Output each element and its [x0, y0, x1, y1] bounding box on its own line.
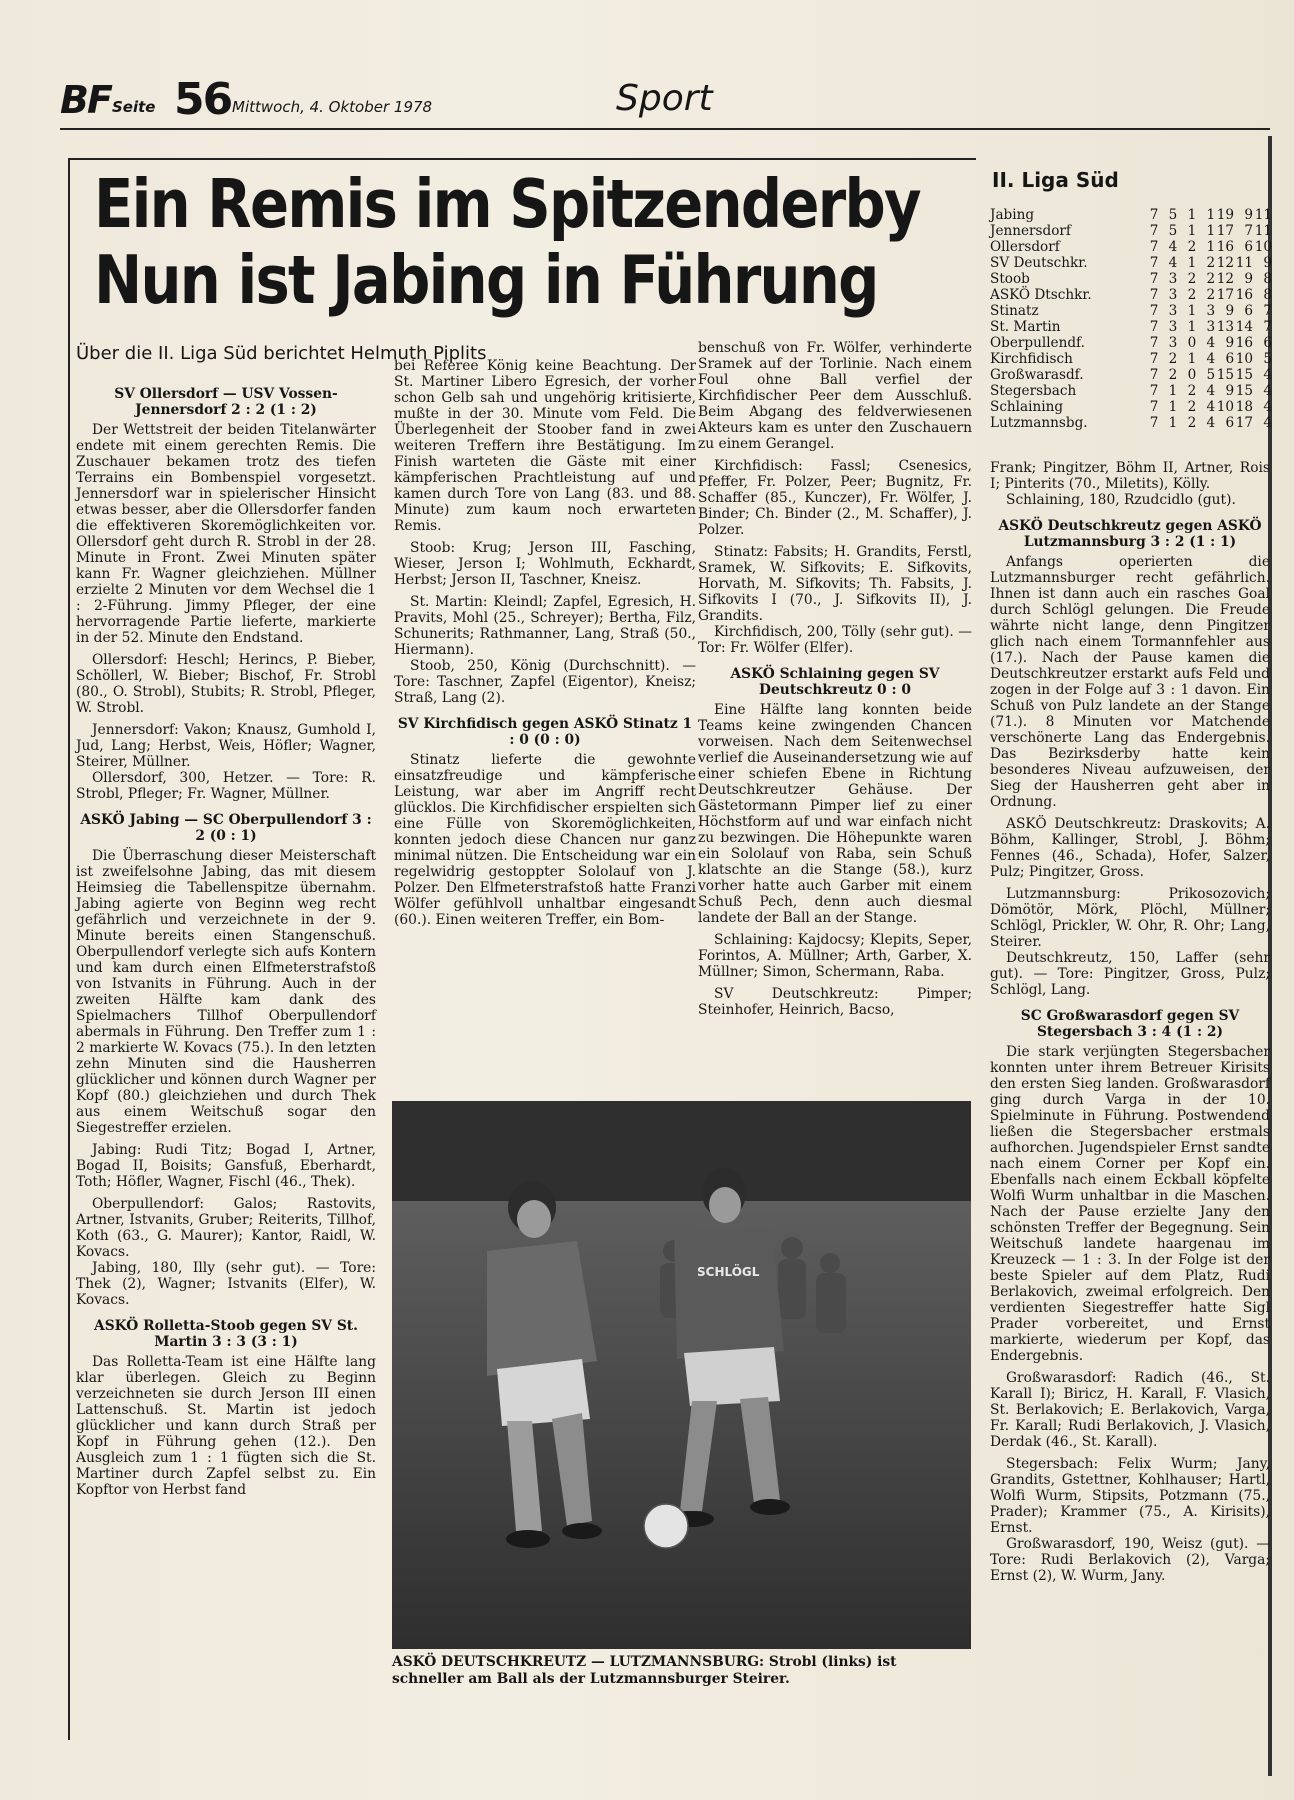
- standings-cell-w: 2: [1168, 351, 1178, 367]
- standings-cell-team: Jennersdorf: [990, 223, 1071, 239]
- standings-row: [990, 383, 1272, 399]
- standings-cell-team: Jabing: [990, 207, 1035, 223]
- standings-cell-d: 1: [1187, 255, 1197, 271]
- standings-cell-w: 1: [1168, 415, 1178, 431]
- standings-cell-l: 4: [1206, 351, 1216, 367]
- standings-cell-ga: 16: [1235, 287, 1254, 303]
- standings-cell-p: 7: [1149, 351, 1159, 367]
- standings-cell-w: 2: [1168, 367, 1178, 383]
- lineup: Frank; Pingitzer, Böhm II, Artner, Rois I; Pinterits (70., Miletits), Kölly.: [990, 460, 1270, 492]
- standings-cell-gf: 12: [1216, 255, 1235, 271]
- standings-cell-gf: 16: [1216, 239, 1235, 255]
- match-report: bei Referee König keine Beachtung. Der St. Martiner Libero Egresich, der vorher schon Gelb sah und ungehörig kritisierte, mußte in der 30. Minute vom Feld. Die Überlegenheit der Stoober fand in zwei weiteren Treffern ihre Bestätigung. Im Finish warteten die Gäste mit einer kämpferischen Prachtleistung auf und kamen durch Tore von Lang (83. und 88. Minute) zum kaum noch erwarteten Remis.: [394, 358, 696, 534]
- lineup: Kirchfidisch: Fassl; Csenesics, Pfeffer, Fr. Polzer, Peer; Bugnitz, Fr. Schaffer (85., Kunczer), Fr. Wölfer, J. Binder; Ch. Binder (2., M. Schaffer), J. Polzer.: [698, 458, 972, 538]
- byline: Über die II. Liga Süd berichtet Helmuth Piplits: [76, 343, 487, 364]
- standings-cell-p: 7: [1149, 415, 1159, 431]
- standings-cell-team: Lutzmannsbg.: [990, 415, 1088, 431]
- standings-cell-ga: 6: [1244, 303, 1254, 319]
- lineup: Großwarasdorf: Radich (46., St. Karall I); Biricz, H. Karall, F. Vlasich, St. Berlakovich; E. Berlakovich, Varga, Fr. Karall; Rudi Berlakovich, J. Vlasich, Derdak (46., St. Karall).: [990, 1370, 1270, 1450]
- page-number: 56: [174, 74, 232, 125]
- standings-cell-l: 4: [1206, 399, 1216, 415]
- standings-cell-p: 7: [1149, 223, 1159, 239]
- article-column-1: [76, 376, 376, 1498]
- standings-cell-l: 4: [1206, 335, 1216, 351]
- standings-cell-p: 7: [1149, 255, 1159, 271]
- standings-row: [990, 271, 1272, 287]
- standings-cell-gf: 15: [1216, 367, 1235, 383]
- standings-cell-d: 2: [1187, 239, 1197, 255]
- standings-cell-ga: 11: [1235, 255, 1254, 271]
- standings-cell-pts: 7: [1263, 319, 1272, 335]
- standings-cell-l: 2: [1206, 255, 1216, 271]
- standings-cell-gf: 17: [1216, 287, 1235, 303]
- standings-cell-ga: 16: [1235, 335, 1254, 351]
- standings-cell-ga: 17: [1235, 415, 1254, 431]
- match-heading: SV Kirchfidisch gegen ASKÖ Stinatz 1 : 0 (0 : 0): [397, 716, 693, 748]
- standings-cell-team: Stoob: [990, 271, 1030, 287]
- shirt-sponsor-text: SCHLÖGL: [697, 1265, 760, 1279]
- standings-cell-d: 1: [1187, 223, 1197, 239]
- standings-cell-ga: 15: [1235, 383, 1254, 399]
- standings-cell-gf: 19: [1216, 207, 1235, 223]
- lineup: Oberpullendorf: Galos; Rastovits, Artner, Istvanits, Gruber; Reiterits, Tillhof, Koth (63., G. Maurer); Kantor, Raidl, W. Kovacs.: [76, 1196, 376, 1260]
- league-table-title: II. Liga Süd: [992, 168, 1119, 192]
- standings-cell-p: 7: [1149, 287, 1159, 303]
- standings-cell-pts: 10: [1254, 239, 1272, 255]
- lineup: St. Martin: Kleindl; Zapfel, Egresich, H. Pravits, Mohl (25., Schreyer); Bertha, Filz, Schunerits; Rathmanner, Lang, Straß (50., Hiermann).: [394, 594, 696, 658]
- match-result-line: Jabing, 180, Illy (sehr gut). — Tore: Thek (2), Wagner; Istvanits (Elfer), W. Kovacs.: [76, 1260, 376, 1308]
- standings-cell-w: 4: [1168, 255, 1178, 271]
- standings-cell-d: 0: [1187, 367, 1197, 383]
- standings-cell-d: 0: [1187, 335, 1197, 351]
- standings-cell-ga: 7: [1244, 223, 1254, 239]
- standings-row: [990, 351, 1272, 367]
- standings-cell-p: 7: [1149, 303, 1159, 319]
- match-report: benschuß von Fr. Wölfer, verhinderte Sramek auf der Torlinie. Nach einem Foul ohne Ball verfiel der Kirchfidischer Peer dem Ausschluß. Beim Abgang des feldverwiesenen Akteurs kam es unter den Zuschauern zu einem Gerangel.: [698, 340, 972, 452]
- standings-cell-gf: 13: [1216, 319, 1235, 335]
- standings-cell-w: 3: [1168, 287, 1178, 303]
- standings-row: [990, 223, 1272, 239]
- standings-cell-w: 1: [1168, 383, 1178, 399]
- standings-cell-team: Stinatz: [990, 303, 1039, 319]
- match-report: Eine Hälfte lang konnten beide Teams keine zwingenden Chancen vorweisen. Nach dem Seitenwechsel verlief die Auseinandersetzung wie auf einer schiefen Ebene in Richtung Deutschkreutzer Gehäuse. Der Gästetormann Pimper lief zu einer Höchstform auf und war einfach nicht zu bezwingen. Die Höhepunkte waren ein Sololauf von Raba, sein Schuß klatschte an die Stange (58.), kurz vorher hatte auch Garber mit einem Schuß Pech, denn auch diesmal landete der Ball an der Stange.: [698, 702, 972, 926]
- standings-cell-p: 7: [1149, 399, 1159, 415]
- lineup: Schlaining: Kajdocsy; Klepits, Seper, Forintos, A. Müllner; Arth, Garber, X. Müllner; Simon, Schermann, Raba.: [698, 932, 972, 980]
- match-report: Der Wettstreit der beiden Titelanwärter endete mit einem gerechten Remis. Die Zuschauer bekamen trotz des tiefen Terrains ein Bombenspiel vorgesetzt. Jennersdorf war in spielerischer Hinsicht etwas besser, aber die Ollersdorfer fanden die effektiveren Skoremöglichkeiten vor. Ollersdorf geht durch R. Strobl in der 28. Minute in Front. Zwei Minuten später kann Fr. Wagner gleichziehen. Müllner erzielte 2 Minuten vor dem Wechsel die 1 : 2-Führung. Jimmy Pfleger, der eine hervorragende Partie lieferte, markierte in der 52. Minute den Endstand.: [76, 422, 376, 646]
- standings-cell-w: 5: [1168, 207, 1178, 223]
- standings-row: [990, 207, 1272, 223]
- lineup: Jabing: Rudi Titz; Bogad I, Artner, Bogad II, Boisits; Gansfuß, Eberhardt, Toth; Höfler, Wagner, Fischl (46., Thek).: [76, 1142, 376, 1190]
- headline-line-2: Nun ist Jabing in Führung: [94, 241, 878, 319]
- standings-cell-team: SV Deutschkr.: [990, 255, 1088, 271]
- page-word: Seite: [112, 98, 156, 116]
- lineup: SV Deutschkreutz: Pimper; Steinhofer, Heinrich, Bacso,: [698, 986, 972, 1018]
- football: [644, 1504, 688, 1548]
- lineup: Stinatz: Fabsits; H. Grandits, Ferstl, Sramek, W. Sifkovits; E. Sifkovits, Horvath, M. Sifkovits; Th. Fabsits, J. Sifkovits I (70., J. Sifkovits II), J. Grandits.: [698, 544, 972, 624]
- standings-cell-pts: 11: [1254, 223, 1272, 239]
- standings-cell-ga: 14: [1235, 319, 1254, 335]
- standings-cell-w: 3: [1168, 271, 1178, 287]
- standings-cell-ga: 18: [1235, 399, 1254, 415]
- standings-cell-team: St. Martin: [990, 319, 1061, 335]
- standings-cell-d: 1: [1187, 351, 1197, 367]
- standings-row: [990, 367, 1272, 383]
- standings-row: [990, 239, 1272, 255]
- section-title: Sport: [616, 78, 713, 119]
- match-heading: ASKÖ Deutschkreutz gegen ASKÖ Lutzmannsburg 3 : 2 (1 : 1): [998, 518, 1262, 550]
- standings-cell-l: 4: [1206, 415, 1216, 431]
- standings-cell-l: 1: [1206, 223, 1216, 239]
- standings-cell-d: 2: [1187, 287, 1197, 303]
- standings-cell-d: 2: [1187, 415, 1197, 431]
- match-result-line: Schlaining, 180, Rzudcidlo (gut).: [1006, 492, 1236, 508]
- match-report: Das Rolletta-Team ist eine Hälfte lang klar überlegen. Gleich zu Beginn verzeichneten sie durch Jerson III einen Lattenschuß. St. Martin ist jedoch glücklicher und kann durch Straß per Kopf in Führung gehen (12.). Den Ausgleich zum 1 : 1 fügten sich die St. Martiner durch Zapfel selbst zu. Ein Kopftor von Herbst fand: [76, 1354, 376, 1498]
- standings-cell-ga: 15: [1235, 367, 1254, 383]
- match-result-line: Stoob, 250, König (Durchschnitt). — Tore: Taschner, Zapfel (Eigentor), Kneisz; Straß, Lang (2).: [394, 658, 696, 706]
- standings-cell-p: 7: [1149, 207, 1159, 223]
- standings-cell-ga: 9: [1244, 207, 1254, 223]
- paper-logo: BF: [60, 78, 111, 122]
- standings-cell-team: Oberpullendf.: [990, 335, 1085, 351]
- photo-caption: ASKÖ DEUTSCHKREUTZ — LUTZMANNSBURG: Strobl (links) ist schneller am Ball als der Lutzmannsburger Steirer.: [392, 1654, 897, 1687]
- league-standings-table: [990, 207, 1272, 431]
- standings-cell-pts: 4: [1263, 383, 1272, 399]
- standings-cell-w: 3: [1168, 303, 1178, 319]
- standings-row: [990, 415, 1272, 431]
- standings-cell-pts: 8: [1263, 287, 1272, 303]
- issue-date: Mittwoch, 4. Oktober 1978: [232, 98, 433, 116]
- standings-cell-d: 2: [1187, 399, 1197, 415]
- standings-cell-pts: 4: [1263, 415, 1272, 431]
- standings-row: [990, 399, 1272, 415]
- standings-row: [990, 335, 1272, 351]
- standings-cell-pts: 4: [1263, 399, 1272, 415]
- standings-cell-pts: 8: [1263, 271, 1272, 287]
- standings-cell-p: 7: [1149, 383, 1159, 399]
- standings-row: [990, 319, 1272, 335]
- masthead-rule: [60, 128, 1270, 130]
- standings-cell-team: ASKÖ Dtschkr.: [990, 287, 1092, 303]
- standings-cell-ga: 10: [1235, 351, 1254, 367]
- standings-cell-p: 7: [1149, 239, 1159, 255]
- match-report: Die Überraschung dieser Meisterschaft ist zweifelsohne Jabing, das mit diesem Heimsieg die Tabellenspitze übernahm. Jabing agierte von Beginn weg recht gefährlich und verzeichnete in der 9. Minute bereits einen Stangenschuß. Oberpullendorf verlegte sich aufs Kontern und kam durch einen Elfmeterstrafstoß von Istvanits in Führung. Auch in der zweiten Hälfte kam dank des Spielmachers Tillhof Oberpullendorf abermals in Führung. Den Treffer zum 1 : 2 markierte W. Kovacs (75.). In den letzten zehn Minuten sind die Hausherren glücklicher und können durch Wagner per Kopf (80.) gleichziehen und durch Thek aus einem Weitschuß sogar den Siegestreffer erzielen.: [76, 848, 376, 1136]
- match-heading: ASKÖ Rolletta-Stoob gegen SV St. Martin 3 : 3 (3 : 1): [94, 1318, 358, 1350]
- standings-cell-l: 4: [1206, 383, 1216, 399]
- standings-cell-p: 7: [1149, 319, 1159, 335]
- standings-cell-l: 2: [1206, 287, 1216, 303]
- headline: [94, 165, 920, 319]
- standings-cell-l: 5: [1206, 367, 1216, 383]
- standings-cell-l: 1: [1206, 207, 1216, 223]
- standings-cell-gf: 9: [1225, 335, 1235, 351]
- standings-cell-pts: 5: [1263, 351, 1272, 367]
- match-photo: [392, 1101, 971, 1649]
- match-report: Die stark verjüngten Stegersbacher konnten unter ihrem Betreuer Kirisits den ersten Sieg landen. Großwarasdorf ging durch Varga in der 10. Spielminute in Führung. Postwendend ließen die Stegersbacher erstmals aufhorchen. Jugendspieler Ernst sandte nach einem Corner per Kopf ein. Ebenfalls nach einem Eckball köpfelte Wolfi Wurm unhaltbar in die Maschen. Nach der Pause erzielte Jany den schönsten Treffer der Begegnung. Sein Weitschuß landete haargenau im Kreuzeck — 1 : 3. In der Folge ist der beste Spieler auf dem Platz, Rudi Berlakovich, zweimal erfolgreich. Den verdienten Siegestreffer hatte Sigl Prader vorbereitet, und Ernst markierte, wiederum per Kopf, das Endergebnis.: [990, 1044, 1270, 1364]
- standings-cell-w: 3: [1168, 319, 1178, 335]
- standings-cell-p: 7: [1149, 367, 1159, 383]
- article-column-2: [394, 358, 696, 928]
- match-heading: ASKÖ Jabing — SC Oberpullendorf 3 : 2 (0 : 1): [80, 812, 372, 844]
- match-report: Stinatz lieferte die gewohnte einsatzfreudige und kämpferische Leistung, war aber im Angriff recht glücklos. Die Kirchfidischer erspielten sich eine Fülle von Skoremöglichkeiten, konnten jedoch diese Chancen nur ganz minimal nützen. Die Entscheidung war ein regelwidrig gestoppter Sololauf von J. Polzer. Den Elfmeterstrafstoß hatte Franzi Wölfer gefühlvoll unhaltbar eingesandt (60.). Einen weiteren Treffer, ein Bom-: [394, 752, 696, 928]
- article-column-3: [698, 340, 972, 1018]
- football-scene-illustration: [392, 1101, 971, 1649]
- standings-cell-team: Großwarasdf.: [990, 367, 1084, 383]
- standings-cell-gf: 6: [1225, 351, 1235, 367]
- standings-cell-p: 7: [1149, 271, 1159, 287]
- standings-cell-pts: 9: [1263, 255, 1272, 271]
- match-heading: SV Ollersdorf — USV Vossen-Jennersdorf 2 : 2 (1 : 2): [114, 386, 338, 418]
- lineup: Jennersdorf: Vakon; Knausz, Gumhold I, Jud, Lang; Herbst, Weis, Höfler; Wagner, Steirer, Müllner.: [76, 722, 376, 770]
- headline-line-1: Ein Remis im Spitzenderby: [94, 165, 920, 243]
- standings-cell-d: 1: [1187, 207, 1197, 223]
- match-heading: SC Großwarasdorf gegen SV Stegersbach 3 : 4 (1 : 2): [1020, 1008, 1240, 1040]
- match-report: Anfangs operierten die Lutzmannsburger recht gefährlich. Ihnen ist dann auch ein rasches Goal durch Schlögl gelungen. Die Freude währte nicht lange, denn Pingitzer glich nach einem Tormannfehler aus (17.). Nach der Pause kamen die Deutschkreutzer erstarkt aufs Feld und zogen in der Folge auf 3 : 1 davon. Ein Schuß von Pulz landete an der Stange (71.). 8 Minuten vor Matchende verschönerte Lang das Endergebnis. Das Bezirksderby hatte kein besonderes Niveau aufzuweisen, der Sieg der Hausherren geht aber in Ordnung.: [990, 554, 1270, 810]
- standings-cell-team: Kirchfidisch: [990, 351, 1073, 367]
- match-result-line: Großwarasdorf, 190, Weisz (gut). — Tore: Rudi Berlakovich (2), Varga; Ernst (2), W. Wurm, Jany.: [990, 1536, 1270, 1584]
- standings-row: [990, 255, 1272, 271]
- standings-cell-team: Ollersdorf: [990, 239, 1060, 255]
- standings-cell-gf: 17: [1216, 223, 1235, 239]
- standings-cell-ga: 6: [1244, 239, 1254, 255]
- standings-row: [990, 303, 1272, 319]
- standings-cell-pts: 7: [1263, 303, 1272, 319]
- standings-cell-d: 1: [1187, 303, 1197, 319]
- standings-cell-w: 4: [1168, 239, 1178, 255]
- standings-cell-w: 3: [1168, 335, 1178, 351]
- standings-cell-l: 2: [1206, 271, 1216, 287]
- standings-cell-team: Schlaining: [990, 399, 1064, 415]
- lineup: Ollersdorf: Heschl; Herincs, P. Bieber, Schöllerl, W. Bieber; Bischof, Fr. Strobl (80., O. Strobl), Stubits; R. Strobl, Pfleger, W. Strobl.: [76, 652, 376, 716]
- match-result-line: Deutschkreutz, 150, Laffer (sehr gut). — Tore: Pingitzer, Gross, Pulz; Schlögl, Lang.: [990, 950, 1270, 998]
- standings-cell-ga: 9: [1244, 271, 1254, 287]
- lineup: Lutzmannsburg: Prikosozovich; Dömötör, Mörk, Plöchl, Müllner; Schlögl, Prickler, W. Ohr, R. Ohr; Lang, Steirer.: [990, 886, 1270, 950]
- standings-cell-pts: 4: [1263, 367, 1272, 383]
- standings-cell-pts: 6: [1263, 335, 1272, 351]
- standings-cell-team: Stegersbach: [990, 383, 1077, 399]
- standings-cell-gf: 12: [1216, 271, 1235, 287]
- standings-cell-l: 3: [1206, 319, 1216, 335]
- lineup: ASKÖ Deutschkreutz: Draskovits; A. Böhm, Kallinger, Strobl, J. Böhm; Fennes (46., Schada), Hofer, Salzer, Pulz; Pingitzer, Gross.: [990, 816, 1270, 880]
- article-column-4: [990, 460, 1270, 1584]
- lineup: Stegersbach: Felix Wurm; Jany, Grandits, Gstettner, Kohlhauser; Hartl, Wolfi Wurm, Stipsits, Potzmann (75., Prader); Krammer (75., A. Kirisits), Ernst.: [990, 1456, 1270, 1536]
- lineup: Stoob: Krug; Jerson III, Fasching, Wieser, Jerson I; Wohlmuth, Eckhardt, Herbst; Jerson II, Taschner, Kneisz.: [394, 540, 696, 588]
- match-result-line: Ollersdorf, 300, Hetzer. — Tore: R. Strobl, Pfleger; Fr. Wagner, Müllner.: [76, 770, 376, 802]
- masthead: [60, 74, 1270, 126]
- standings-cell-w: 1: [1168, 399, 1178, 415]
- standings-cell-gf: 9: [1225, 383, 1235, 399]
- standings-cell-d: 2: [1187, 271, 1197, 287]
- match-heading: ASKÖ Schlaining gegen SV Deutschkreutz 0 : 0: [730, 666, 940, 698]
- standings-cell-p: 7: [1149, 335, 1159, 351]
- match-result-line: Kirchfidisch, 200, Tölly (sehr gut). — Tor: Fr. Wölfer (Elfer).: [698, 624, 972, 656]
- standings-cell-d: 1: [1187, 319, 1197, 335]
- standings-cell-gf: 6: [1225, 415, 1235, 431]
- standings-cell-l: 3: [1206, 303, 1216, 319]
- standings-cell-l: 1: [1206, 239, 1216, 255]
- standings-cell-w: 5: [1168, 223, 1178, 239]
- standings-row: [990, 287, 1272, 303]
- standings-cell-d: 2: [1187, 383, 1197, 399]
- standings-cell-gf: 10: [1216, 399, 1235, 415]
- standings-cell-pts: 11: [1254, 207, 1272, 223]
- standings-cell-gf: 9: [1225, 303, 1235, 319]
